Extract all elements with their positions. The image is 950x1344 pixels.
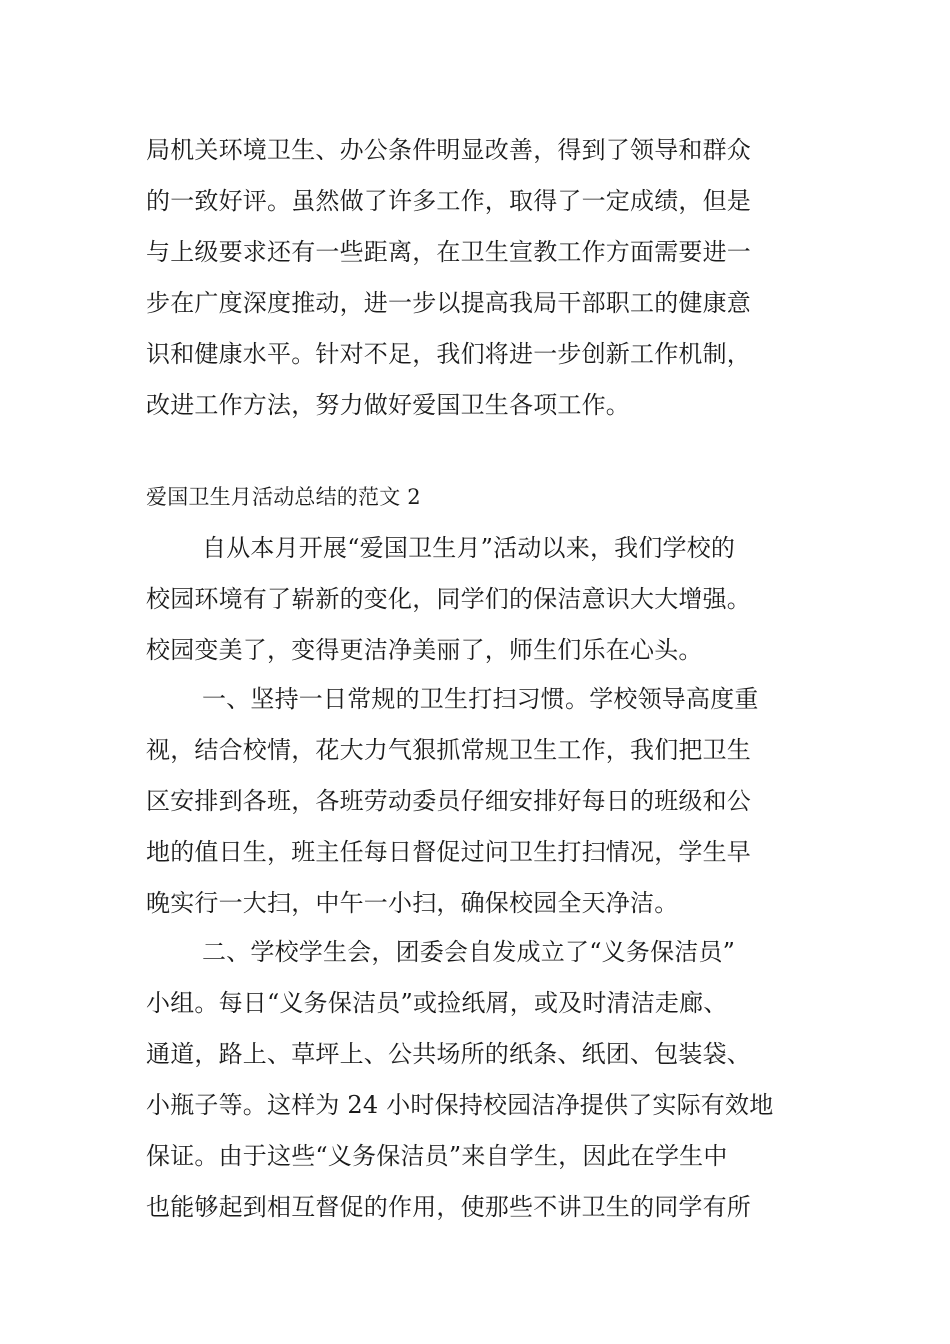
text-line: 的一致好评。虽然做了许多工作，取得了一定成绩，但是: [146, 187, 751, 215]
text-line: 小组。每日“义务保洁员”或捡纸屑，或及时清洁走廊、: [146, 989, 728, 1017]
text-line: 一、坚持一日常规的卫生打扫习惯。学校领导高度重: [202, 685, 759, 713]
text-line: 地的值日生，班主任每日督促过问卫生打扫情况，学生早: [146, 838, 751, 866]
text-line: 区安排到各班，各班劳动委员仔细安排好每日的班级和公: [146, 787, 751, 815]
paragraph-intro: [146, 523, 816, 676]
text-line: 步在广度深度推动，进一步以提高我局干部职工的健康意: [146, 289, 751, 317]
paragraph-point-two: [146, 927, 816, 1233]
text-line: 校园环境有了崭新的变化，同学们的保洁意识大大增强。: [146, 585, 751, 613]
text-line: 与上级要求还有一些距离，在卫生宣教工作方面需要进一: [146, 238, 751, 266]
text-line: 识和健康水平。针对不足，我们将进一步创新工作机制，: [146, 340, 751, 368]
text-line: 视，结合校情，花大力气狠抓常规卫生工作，我们把卫生: [146, 736, 751, 764]
text-line: 保证。由于这些“义务保洁员”来自学生，因此在学生中: [146, 1142, 728, 1170]
paragraph-continued: [146, 125, 816, 431]
section-heading-block: [146, 472, 816, 523]
text-line: 自从本月开展“爱国卫生月”活动以来，我们学校的: [202, 534, 736, 562]
text-line: 二、学校学生会，团委会自发成立了“义务保洁员”: [202, 938, 736, 966]
section-heading: 爱国卫生月活动总结的范文 2: [146, 485, 421, 509]
text-line: 校园变美了，变得更洁净美丽了，师生们乐在心头。: [146, 636, 703, 664]
text-line: 小瓶子等。这样为 24 小时保持校园洁净提供了实际有效地: [146, 1091, 774, 1119]
text-line: 也能够起到相互督促的作用，使那些不讲卫生的同学有所: [146, 1193, 751, 1221]
text-line: 晚实行一大扫，中午一小扫，确保校园全天净洁。: [146, 889, 679, 917]
text-line: 局机关环境卫生、办公条件明显改善，得到了领导和群众: [146, 136, 751, 164]
text-line: 改进工作方法，努力做好爱国卫生各项工作。: [146, 391, 630, 419]
paragraph-point-one: [146, 674, 816, 929]
text-line: 通道，路上、草坪上、公共场所的纸条、纸团、包装袋、: [146, 1040, 751, 1068]
